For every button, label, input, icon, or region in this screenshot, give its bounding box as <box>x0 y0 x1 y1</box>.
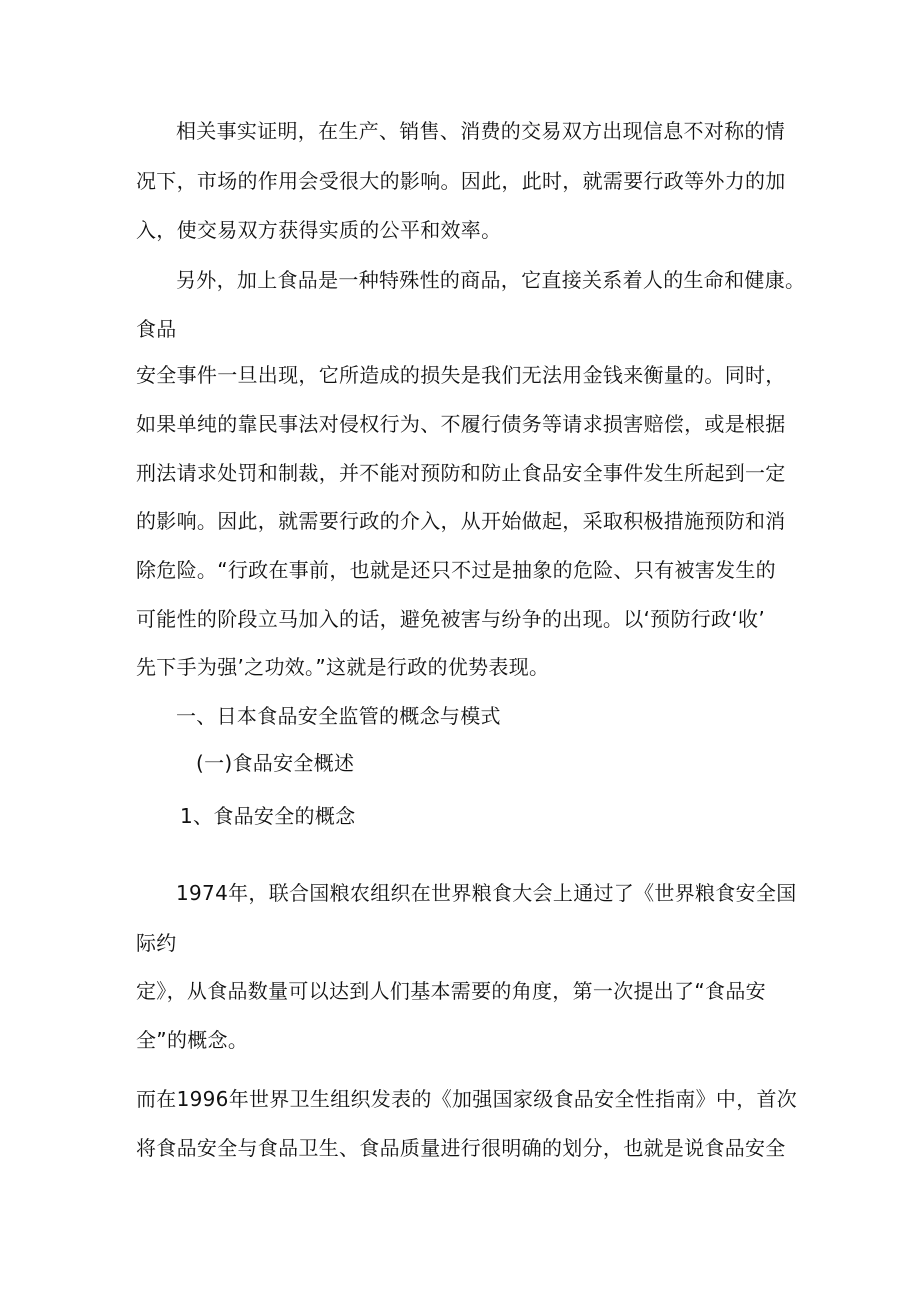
paragraph-line: 刑法请求处罚和制裁，并不能对预防和防止食品安全事件发生所起到一定 <box>136 461 786 485</box>
paragraph-line: 而在1996年世界卫生组织发表的《加强国家级食品安全性指南》中，首次 <box>136 1087 798 1111</box>
paragraph-line: 先下手为强’之功效。”这就是行政的优势表现。 <box>136 655 550 679</box>
section-heading: 一、日本食品安全监管的概念与模式 <box>176 704 501 728</box>
paragraph-line: 除危险。“行政在事前，也就是还只不过是抽象的危险、只有被害发生的 <box>136 558 776 582</box>
paragraph-line: 的影响。因此，就需要行政的介入，从开始做起，采取积极措施预防和消 <box>136 509 786 533</box>
paragraph-line: 如果单纯的靠民事法对侵权行为、不履行债务等请求损害赔偿，或是根据 <box>136 412 786 436</box>
subsection-heading: (一)食品安全概述 <box>196 751 355 775</box>
paragraph-line: 相关事实证明，在生产、销售、消费的交易双方出现信息不对称的情 <box>176 119 785 143</box>
subsubsection-heading: 1、食品安全的概念 <box>180 804 356 828</box>
paragraph-line: 全”的概念。 <box>136 1028 249 1052</box>
paragraph-line: 另外，加上食品是一种特殊性的商品，它直接关系着人的生命和健康。 <box>176 268 806 292</box>
paragraph-line: 将食品安全与食品卫生、食品质量进行很明确的划分，也就是说食品安全 <box>136 1136 786 1160</box>
paragraph-line: 际约 <box>136 931 177 955</box>
paragraph-line: 食品 <box>136 317 177 341</box>
paragraph-line: 可能性的阶段立马加入的话，避免被害与纷争的出现。以‘预防行政‘收’ <box>136 607 765 631</box>
paragraph-line: 定》，从食品数量可以达到人们基本需要的角度，第一次提出了“食品安 <box>136 979 766 1003</box>
paragraph-line: 安全事件一旦出现，它所造成的损失是我们无法用金钱来衡量的。同时， <box>136 363 786 387</box>
paragraph-line: 入，使交易双方获得实质的公平和效率。 <box>136 218 502 242</box>
paragraph-line: 1974年，联合国粮农组织在世界粮食大会上通过了《世界粮食安全国 <box>176 881 797 905</box>
paragraph-line: 况下，市场的作用会受很大的影响。因此，此时，就需要行政等外力的加 <box>136 169 786 193</box>
